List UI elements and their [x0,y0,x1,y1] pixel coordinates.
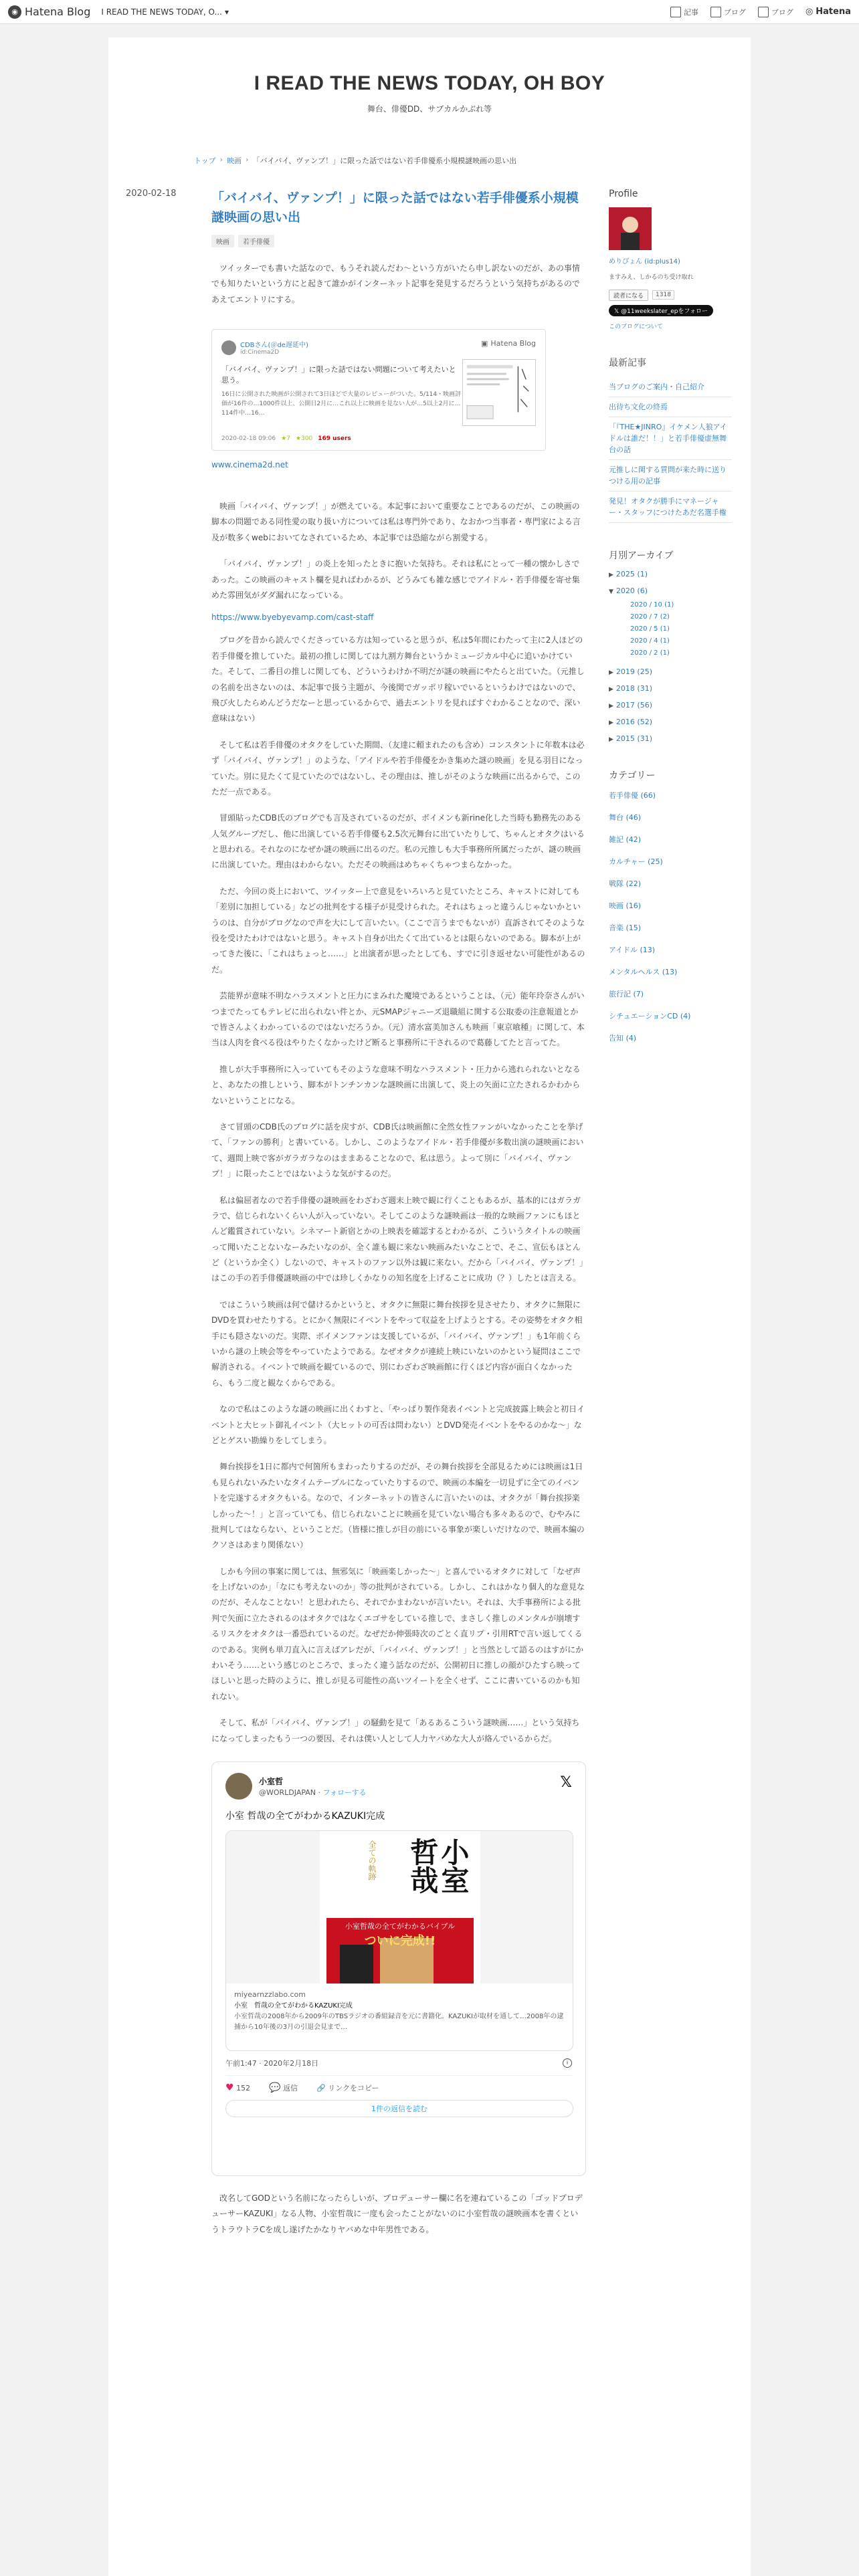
card-account-name[interactable]: CDBさん(＠de遅延中) [240,342,308,350]
archive-year[interactable]: ▶ 2016 (52) [609,717,652,726]
triangle-right-icon: ▶ [609,736,613,743]
category-link[interactable]: メンタルヘルス (13) [609,967,678,976]
cast-link[interactable]: https://www.byebyevamp.com/cast-staff [211,613,374,623]
archive-year[interactable]: ▶ 2025 (1) [609,569,648,578]
triangle-down-icon: ▼ [609,588,613,595]
entry-title[interactable]: 「バイバイ、ヴァンプ！」に限った話ではない若手俳優系小規模謎映画の思い出 [211,191,579,225]
card-title[interactable]: 「バイバイ、ヴァンプ！」に限った話ではない問題について考えたいと思う。 [221,365,456,385]
card-date: 2020-02-18 09:06 [221,435,276,443]
entry-paragraph: 冒頭貼ったCDB氏のブログでも言及されているのだが、ボイメンも新rine化した当時も勤務先のある人気グループだし、他に出演している若手俳優も2.5次元舞台に出ていたりして、ちゃんとオタクはいると思われる。それなのになぜか謎の映画に出るのだ。私の元推しも大手事務所所属だったが、謎の映画に出演していた。理由はわからない。ただその映画はめちゃくちゃつまらなかった。 [211,813,585,870]
card-meta [221,435,351,442]
triangle-right-icon: ▶ [609,702,613,710]
profile-description: ますみえ、しかるのち受け取れ [609,274,694,281]
read-replies-button[interactable]: 1件の返信を読む [225,2100,573,2117]
entry-paragraph: そして私は若手俳優のオタクをしていた期間、（友達に頼まれたのも含め）コンスタントに年数本は必ず「バイバイ、ヴァンプ！」のような、「アイドルや若手俳優をかき集めた謎の映画」を見る羽目になっていた。別に見たくて見ていたのではないし、その理由は、推しがそのような映画に出るからで、このただ一点である。 [211,740,585,796]
archive-month[interactable]: 2020 / 10 (1) [630,601,674,609]
profile-name[interactable]: めりぴょん (id:plus14) [609,258,680,265]
subscriber-count: 1318 [652,290,674,300]
breadcrumb-current: 「バイバイ、ヴァンプ！」に限った話ではない若手俳優系小規模謎映画の思い出 [252,156,517,165]
entry-paragraph: 私は偏屈者なので若手俳優の謎映画をわざわざ週末上映で観に行くこともあるが、基本的にはガラガラで、信じられないくらい人が入っていない。そしてこのような謎映画は一般的な映画ファンにもほとんど鑑賞されていない。シネマート新宿とかの上映表を確認するとわかるが、こういうタイトルの映画って聞いたことないなーみたいなのが、全く誰も観に来ない映画みたいなことで、そこ、宣伝もほとんど（というか全く）しないので、キャストのファン以外は観に来ない。だから「バイバイ、ヴァンプ！」はこの手の若手俳優謎映画の中では珍しくかなりの知名度を上げることに成功（？）したとは言える。 [211,1195,584,1283]
category-link[interactable]: 戦隊 (22) [609,879,642,888]
triangle-right-icon: ▶ [609,669,613,676]
entry-categories [211,235,586,247]
archive-heading: 月別アーカイブ [609,550,674,561]
blog-icon [710,7,721,17]
media-description: 小室哲哉の2008年から2009年のTBSラジオの番組録音を元に書籍化。KAZUKIが取材を通して…2008年の逮捕から10年後の3月の引退会見まで… [234,2012,564,2031]
heart-icon: ♥ [225,2082,234,2093]
tweet-embed[interactable]: 小室哲 @WORLDJAPAN · フォローする 𝕏 小室 哲哉の全てがわかるKAZUKI完成 小室哲哉 全ての軌跡 小室哲哉の全てがわかるバイブル ついに完成!! miyearnzzlabo.com 小室 哲哉の全てがわかるKAZUKI完成 小室哲哉の2008年から2009年のTBSラジオの番組録音を元に書籍化。KAZUKIが取材を通して…2008年の逮捕から10年後の3月の引退会見まで… 午前1:47 · 2020年2月18日 i ♥ 152 💬 返信 🔗 リンクをコピー 1件の返信を読む [211,1761,586,2176]
entry-paragraph: なので私はこのような謎の映画に出くわすと、「やっぱり製作発表イベントと完成披露上映会と初日イベントと大ヒット御礼イベント（大ヒットの可否は問わない）とDVD発売イベントをやるのかな〜」などとゲスい勘繰りをしてしまう。 [211,1404,585,1445]
recent-entry-link[interactable]: 当ブログのご案内・自己紹介 [609,377,732,397]
book-cover-image [226,1831,573,1983]
blog-container [108,37,751,2576]
hatena-logo-icon: ◉ [8,5,21,19]
tweet-timestamp[interactable]: 午前1:47 · 2020年2月18日 [225,2059,319,2068]
entry-paragraph: 推しが大手事務所に入っていてもそのような意味不明なハラスメント・圧力から逃れられないとなると、あなたの推しという、脚本がトンチンカンな謎映画に出演して、炎上の矢面に立たされるかわからないということになる。 [211,1064,581,1105]
book-subtitle: 全ての軌跡 [367,1840,377,1881]
entry-paragraph: ただ、今回の炎上において、ツイッター上で意見をいろいろと見ていたところ、キャストに対しても「差別に加担している」などの批判をする様子が見受けられた。それはちょっと違うんじゃないかというのは、自分がブログなので声を大にして言いたい。（ここで言うまでもないが）直訴されてそのような役を受けたわけではないと思う。キャスト自身が出たくて出ているとは限らないのである。脚本が上がってきた後に、「これはちょっと……」と出演者が思ったとしても、すでに引き返せない可能性があるのだ。 [211,886,585,974]
avatar[interactable] [225,1773,252,1800]
triangle-right-icon: ▶ [609,719,613,726]
category-link[interactable]: 音楽 (15) [609,923,642,932]
breadcrumb-top[interactable]: トップ [194,156,216,165]
entry-paragraph: ブログを昔から読んでくださっている方は知っていると思うが、私は5年間にわたって主に2人ほどの若手俳優を推していた。最初の推しに関しては九割方舞台というかミュージカル中心に追いかけていた。そして、二番目の推しに関しても、どういうわけか不明だが謎の映画にやたらと出ていた。（元推しの名前を出さないのは、本記事で扱う主題が、今後関でガッポリ稼いでいるというわけではないので、飛び火したらめんどうだなーと思っているからで、過去エントリを見ればすぐわかることなので、深い意味はない） [211,635,585,724]
entry-paragraph: 改名してGODという名前になったらしいが、プロデューサー欄に名を連ねているこの「ゴッドプロデューサーKAZUKI」なる人物、小室哲哉に一度も会ったことがないのに小室哲哉の謎映画本を書くというトラウトラCを成し遂げたかなりヤバめな中年男性である。 [211,2193,583,2234]
chevron-down-icon: ▾ [224,7,229,17]
tweet-author-handle[interactable]: @WORLDJAPAN [259,1788,316,1797]
breadcrumb [194,155,516,166]
copy-link-button[interactable]: 🔗 リンクをコピー [316,2084,379,2092]
reader-list-label: ブログ [771,7,793,17]
book-title: 小室哲哉 [406,1838,470,1894]
recent-entry-link[interactable]: 「『THE★JINRO』イケメン人狼アイドルは誰だ！！」と若手俳優虚無舞台の話 [609,417,732,460]
recent-entry-link[interactable]: 出待ち文化の終焉 [609,397,732,417]
archive-year[interactable]: ▶ 2018 (31) [609,683,652,693]
blog-title[interactable]: I READ THE NEWS TODAY, OH BOY [254,72,605,94]
category-heading: カテゴリー [609,770,656,781]
like-button[interactable]: ♥ 152 [225,2082,251,2093]
media-domain: miyearnzzlabo.com [234,1990,306,1999]
entry-paragraph: 映画「バイバイ、ヴァンプ！」が燃えている。本記事において重要なことであるのだが、この映画の脚本の問題である同性愛の取り扱い方については私は専門外であり、なおかつ当事者・専門家による言及が数多くwebにおいてなされているため、本記事では恐縮ながら割愛する。 [211,502,581,542]
category-link[interactable]: 旅行記 (7) [609,989,644,998]
book-banner: 小室哲哉の全てがわかるバイブル [345,1922,456,1931]
category-link[interactable]: 雑記 (42) [609,835,642,844]
entry-paragraph: ではこういう映画は何で儲けるかというと、オタクに無限に舞台挨拶を見させたり、オタクに無限にDVDを買わせたりする。とにかく無限にイベントをやって収益を上げようとする。その姿勢をオタク相手にも隠さないのだ。実際、ボイメンファンは支援しているが、「バイバイ、ヴァンプ！」も1年前くらいから謎の上映会等をやっていたようである。なぜオタクが連続上映にいないのかという疑問はここで解消される。イベントで映画を観ているので、別にわざわざ映画館に行くほど内容が面白くなかったら、もう二度と観なくからである。 [211,1299,583,1388]
archive-month[interactable]: 2020 / 2 (1) [630,649,670,657]
x-logo-icon: 𝕏 [614,308,622,315]
book-banner-2: ついに完成!! [364,1934,436,1948]
hatena-topbar [0,0,859,24]
x-logo-icon[interactable]: 𝕏 [560,1774,572,1791]
blog-list-label: ブログ [723,7,746,17]
hatena-account-menu[interactable] [805,7,851,17]
entry-article [211,189,586,2238]
tweet-author-name[interactable]: 小室哲 [259,1776,284,1786]
archive-month[interactable]: 2020 / 5 (1) [630,625,670,633]
category-link[interactable]: 告知 (4) [609,1033,637,1043]
entry-paragraph: さて冒頭のCDB氏のブログに話を戻すが、CDB氏は映画館に全然女性ファンがいなかったことを挙げて、「ファンの勝利」と書いている。しかし、このようなアイドル・若手俳優が多数出演の謎映画において、週間上映で客がガラガラなのはままあることなので、私は思う。よって別に「バイバイ、ヴァンプ！」に限ったことではないような気がするのだ。 [211,1121,584,1179]
write-entry-button[interactable] [670,7,698,17]
write-entry-label: 記事 [683,7,698,17]
info-icon[interactable]: i [563,2058,572,2068]
star-count: ★300 [295,435,313,443]
entry-date[interactable]: 2020-02-18 [126,189,177,199]
category-link[interactable]: シチュエーションCD (4) [609,1011,691,1021]
pencil-icon [670,7,681,17]
recent-entry-link[interactable]: 発見！オタクが勝手にマネージャー・スタッフにつけたあだ名選手権 [609,492,732,523]
recent-heading: 最新記事 [609,357,646,368]
category-link[interactable]: 映画 (16) [609,901,642,910]
archive-year[interactable]: ▶ 2019 (25) [609,667,652,676]
card-thumbnail [462,359,536,426]
profile-image[interactable] [609,207,652,250]
card-account-id: id:Cinema2D [240,349,280,356]
blog-selector-label: I READ THE NEWS TODAY, O... [101,7,222,17]
star-icon[interactable]: ★7 [281,435,290,443]
list-icon [758,7,769,17]
avatar [221,340,236,355]
blog-list-button[interactable] [710,7,746,17]
entry-paragraph: 舞台挨拶を1日に都内で何箇所もまわったりするのだが、その舞台挨拶を全部見るためには映画は1日も見られないみたいなタイムテーブルになっていたりするので、映画の本編を一切見ずに全てのイベントを完遂するオタクもいる。なので、インターネットの皆さんに言いたいのは、オタクが「舞台挨拶楽しかった〜！」と言っていても、信じられないことに映画を見ていない場合も多々あるので、むやみに批判してはならない、ということだ。（皆様に推しが目の前にいる事象が楽しいだけなので、映画本編のクソさはあまり関係ない） [211,1462,585,1550]
tweet-text: 小室 哲哉の全てがわかるKAZUKI完成 [225,1811,385,1822]
link-icon: 🔗 [316,2084,326,2092]
sidebar [609,189,732,1055]
archive-year[interactable]: ▶ 2017 (56) [609,700,652,710]
blog-selector[interactable] [101,7,229,17]
about-blog-link[interactable]: このブログについて [609,323,663,330]
entry-paragraph: 芸能界が意味不明なハラスメントと圧力にまみれた魔境であるということは、（元）能年玲奈さんがいつまでたってもテレビに出られない件とか、元SMAPジャニーズ退職組に関する公取委の注意報道とかで皆さんよくわかっているのではないだろうか。（元）清水富美加さんも映画「東京喰種」に関して、本当は人肉を食べる役はやりたくなかったけど断ると事務所に干されるので葛藤してたと言ってた。 [211,991,585,1048]
profile-heading: Profile [609,189,638,199]
archive-month[interactable]: 2020 / 4 (1) [630,637,670,645]
card-brand-label: Hatena Blog [490,339,536,348]
entry-paragraph: しかも今回の事案に関しては、無邪気に「映画楽しかった〜」と喜んでいるオタクに対して「なぜ声を上げないのか」「なにも考えないのか」等の批判がされている。しかし、これはかなり個人的な意見なのだが、そんなことない！と思われたら、それでかまわないが言いたい。それは、大手事務所による批判で矢面に立たされるのはオタクではなくエゴサをしている推しで、まさしく推しのメンタルが崩壊するリスクをオタクは一番恐れているのだ。なぜだか伸張時次のごとく直リプ・引用RTで言い返してくるのである。実例も単刀直入に言えばアレだが、「バイバイ、ヴァンプ！」と当然として語るのはすがにかわいそう……という感じのところで、まったく違う話なのだが、公開初日に推しの顔がひたすら映ってほしいと思った時のように、推しが見る可能性の高いツイートを全くせず、ここに書いているのかも知れない。 [211,1566,585,1701]
hatena-brand-text: Hatena Blog [25,5,91,18]
media-title: 小室 哲哉の全てがわかるKAZUKI完成 [234,2002,353,2010]
breadcrumb-sep: › [246,155,249,164]
x-follow-button[interactable]: 𝕏 @11weekslater_epをフォロー [609,305,713,316]
category-link[interactable]: アイドル (13) [609,945,656,954]
triangle-right-icon: ▶ [609,571,613,578]
reply-button[interactable]: 💬 返信 [269,2082,298,2093]
embed-card[interactable] [211,329,546,451]
category-tag[interactable]: 若手俳優 [238,235,274,247]
tweet-media-card[interactable] [225,1830,573,2051]
bookmark-count[interactable]: 169 users [318,435,351,443]
archive-year[interactable]: ▼ 2020 (6) [609,586,648,595]
breadcrumb-category[interactable]: 映画 [227,156,242,165]
category-link[interactable]: カルチャー (25) [609,857,663,866]
entry-intro: ツイッターでも書いた話なので、もうそれ読んだわ〜という方がいたら申し訳ないのだが、あの事情でも知りたいという方にと起きて誰かがインターネット記事を発見するだろうという気持ちがあるのであえてエントリにする。 [211,263,580,304]
hatena-blog-icon: ▣ [480,339,488,348]
archive-year[interactable]: ▶ 2015 (31) [609,734,652,743]
card-brand [481,339,536,348]
triangle-right-icon: ▶ [609,685,613,693]
category-link[interactable]: 若手俳優 (66) [609,790,656,800]
category-tag[interactable]: 映画 [211,235,234,247]
archive-month[interactable]: 2020 / 7 (2) [630,613,670,621]
hatena-mark-icon: ◎ [805,7,814,17]
card-source-link[interactable]: www.cinema2d.net [211,460,288,470]
recent-entry-link[interactable]: 元推しに関する質問が来た時に送りつける用の記事 [609,460,732,492]
hatena-account-label: Hatena [816,7,851,17]
entry-paragraph: そして、私が「バイバイ、ヴァンプ！」の騒動を見て「あるあるこういう謎映画……」という気持ちになってしまったもう一つの要因、それは僕い人として人力ヤバめな大人が絡んでいるからだ。 [211,1718,580,1743]
subscribe-button[interactable]: 読者になる [609,290,648,301]
reader-list-button[interactable] [758,7,793,17]
blog-description: 舞台、俳優DD、サブカルかぶれ等 [367,104,492,114]
category-link[interactable]: 舞台 (46) [609,813,642,822]
entry-paragraph: 「バイバイ、ヴァンプ！」の炎上を知ったときに抱いた気持ち。それは私にとって一種の懐かしさであった。この映画のキャスト欄を見ればわかるが、どうみても雑な感じでアイドル・若手俳優を寄せ集めた雰囲気がダダ漏れになっている。 [211,559,580,600]
hatena-blog-logo[interactable] [8,5,90,19]
breadcrumb-sep: › [219,155,223,164]
follow-button[interactable]: フォローする [322,1788,367,1797]
card-text: 16日に公開された映画が公開されて3日ほどで大量のレビューがついた。5/114・映画評価が16件の…1000件以上、公開日2月に…これ以上に映画を見ない人が…5以上2月に…114件中…16… [221,391,462,417]
reply-icon: 💬 [269,2082,281,2093]
